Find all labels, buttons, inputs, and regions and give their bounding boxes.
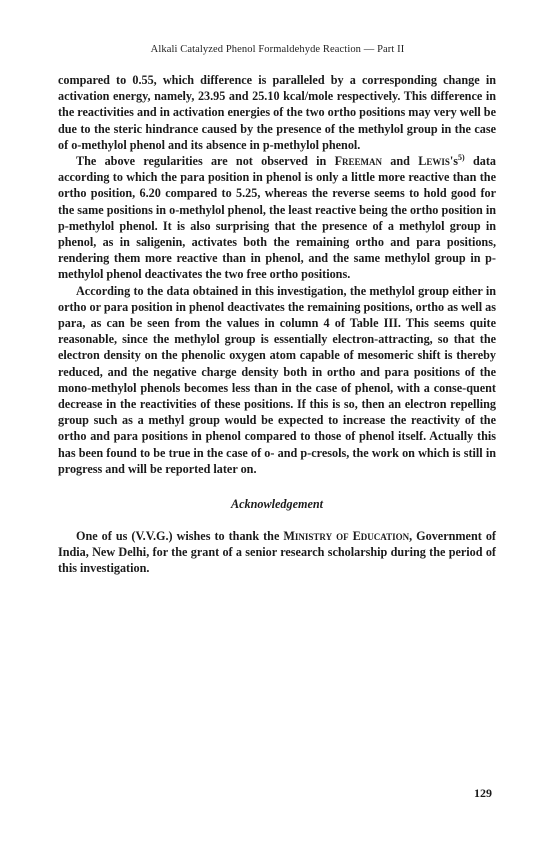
author-freeman: Freeman bbox=[334, 154, 383, 169]
author-lewis-possessive: 's bbox=[449, 154, 459, 169]
paragraph-3: According to the data obtained in this investigation, the methylol group either in ortho or para position in phenol deactivates the remaining positions, ortho as well as para, as can be seen from the values in column 4 of Table III. This seems quite reasonable, since the methylol group is essentially electron-attracting, so that the electron density on the phenolic oxygen atom capable of mesomeric shift is thereby reduced, and the negative charge density both in ortho and para positions of the mono-methylol phenols becomes less than in the case of phenol, with a conse-quent decrease in the reactivities of these positions. If this is so, then an electron repelling group such as a methyl group would be expected to increase the reactivity of the ortho and para positions in phenol compared to those of phenol itself. Actually this has been found to be true in the case of o- and p-cresols, the work on which is still in progress and will be reported later on. bbox=[58, 283, 496, 476]
paragraph-2-text-rest: data according to which the para position in phenol is only a little more reactive than the ortho position, 6.20 compared to 5.25, whereas the reverse seems to hold good for the same positions in o-methylol phenol, the least reactive being the ortho position in p-methylol phenol. It is also surprising that the presence of a methylol group in phenol, as in saligenin, activates both the remaining ortho and para positions, rendering them more reactive than in phenol, and the same methylol group in p-methylol phenol deactivates the two free ortho positions. bbox=[58, 154, 496, 282]
acknowledgement-text-rest: , Government of India, New Delhi, for the grant of a senior research scholarship during the period of this investigation. bbox=[58, 529, 496, 576]
paragraph-2-text-start: The above regularities are not observed in bbox=[76, 154, 335, 169]
paragraph-2 bbox=[58, 153, 496, 283]
ministry-name: Ministry of Education bbox=[283, 529, 410, 544]
acknowledgement-paragraph bbox=[58, 528, 496, 577]
page-body bbox=[58, 72, 496, 577]
acknowledgement-heading: Acknowledgement bbox=[230, 497, 324, 512]
acknowledgement-text-start: One of us (V.V.G.) wishes to thank the bbox=[76, 529, 284, 544]
reference-superscript: 5) bbox=[458, 152, 465, 162]
page-number: 129 bbox=[474, 786, 492, 800]
running-head: Alkali Catalyzed Phenol Formaldehyde Reaction — Part II bbox=[150, 44, 405, 55]
author-lewis: Lewis bbox=[418, 154, 450, 169]
paragraph-1: compared to 0.55, which difference is paralleled by a corresponding change in activation energy, namely, 23.95 and 25.10 kcal/mole respectively. This difference in the reactivities and in activation energies of the two ortho positions may very well be due to the steric hindrance caused by the presence of the methylol group in the case of o-methylol phenol and its absence in p-methylol phenol. bbox=[58, 73, 496, 152]
paragraph-2-conjunction: and bbox=[382, 154, 419, 169]
